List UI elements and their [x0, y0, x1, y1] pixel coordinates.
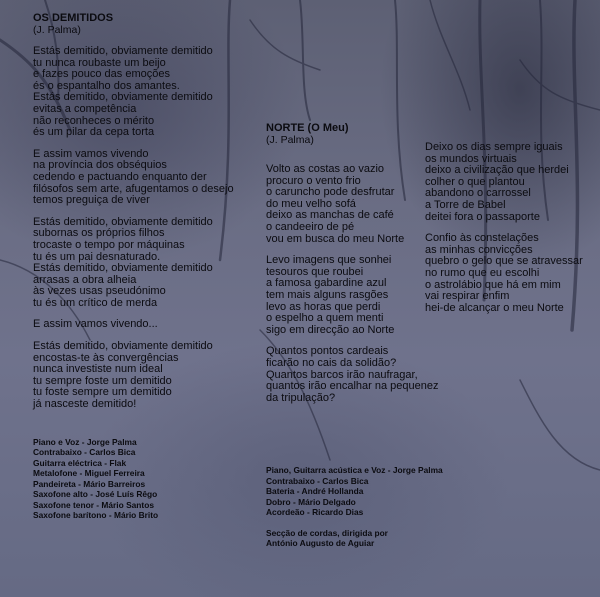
left-poem-stanzas [33, 46, 258, 411]
poem-line: és o espantalho dos amantes. [33, 79, 180, 92]
poem-line: tu és um crítico de merda [33, 296, 158, 309]
poem-line: trocaste o tempo por máquinas [33, 238, 185, 251]
poem-line: deixo as manchas de café [266, 209, 394, 222]
poem-line: deitei fora o passaporte [425, 210, 540, 223]
poem-line: és um pilar da cepa torta [33, 126, 155, 139]
credit-line: Contrabaixo - Carlos Bica [33, 447, 136, 458]
poem-line: Estás demitido, obviamente demitido [33, 215, 213, 228]
poem-line: quebro o gelo que se atravessar [425, 255, 583, 268]
credit-line: Dobro - Mário Delgado [266, 496, 356, 507]
stanza [33, 319, 258, 331]
poem-line: sigo em direcção ao Norte [266, 323, 395, 336]
poem-line: o astrolábio que há em mim [425, 278, 561, 291]
poem-line: não reconheces o mérito [33, 114, 155, 127]
poem-line: Deixo os dias sempre iguais [425, 141, 563, 153]
credit-line: Metalofone - Miguel Ferreira [33, 468, 145, 479]
credit-line: Piano, Guitarra acústica e Voz - Jorge Palma [266, 465, 443, 475]
stanza [33, 217, 258, 310]
poem-line: tesouros que roubei [266, 265, 364, 278]
poem-line: tu és um pai desnaturado. [33, 250, 161, 263]
poem-line: encostas-te às convergências [33, 351, 179, 364]
poem-line: Levo imagens que sonhei [266, 254, 392, 267]
stanza [33, 341, 258, 411]
poem-line: levo as horas que perdi [266, 300, 381, 313]
poem-line: vou em busca do meu Norte [266, 232, 405, 245]
poem-line: Estás demitido, obviamente demitido [33, 45, 213, 57]
poem-line: cedendo e pactuando enquanto der [33, 170, 207, 183]
poem-line: nunca investiste num ideal [33, 363, 163, 376]
poem-line: já nasceste demitido! [33, 398, 137, 411]
credit-line: Guitarra eléctrica - Flak [33, 457, 127, 468]
poem-line: o caruncho pode desfrutar [266, 186, 395, 199]
poem-line: hei-de alcançar o meu Norte [425, 301, 564, 314]
poem-line: a famosa gabardine azul [266, 277, 387, 290]
right-poem-credits-block [266, 465, 486, 549]
credit-line: Saxofone barítono - Mário Brito [33, 510, 159, 521]
poem-line: as minhas convicções [425, 243, 533, 256]
right-poem-title: NORTE (O Meu) [266, 122, 349, 134]
poem-line: da tripulação? [266, 391, 336, 404]
poem-line: Volto as costas ao vazio [266, 163, 385, 175]
credit-line: Pandeireta - Mário Barreiros [33, 478, 146, 489]
stanza [33, 149, 258, 207]
credit-line: Piano e Voz - Jorge Palma [33, 436, 137, 447]
poem-line: quantos irão encalhar na pequenez [266, 380, 439, 393]
credit-line: Secção de cordas, dirigida por [266, 527, 388, 538]
credit-line: Saxofone tenor - Mário Santos [33, 499, 154, 510]
poem-line: os mundos virtuais [425, 152, 517, 165]
poem-line: tem mais alguns rasgões [266, 288, 389, 301]
poem-line: Estás demitido, obviamente demitido [33, 340, 213, 353]
poem-line: o candeeiro de pé [266, 220, 355, 233]
stanza [425, 142, 595, 223]
credit-line: Contrabaixo - Carlos Bica [266, 475, 369, 486]
poem-line: Confio às constelações [425, 232, 539, 245]
right-poem-author: (J. Palma) [266, 134, 314, 146]
credit-line: António Augusto de Aguiar [266, 538, 375, 548]
credit-line: Saxofone alto - José Luís Rêgo [33, 489, 158, 500]
left-poem-credits [33, 437, 258, 521]
left-poem [33, 12, 258, 521]
poem-line: às vezes usas pseudónimo [33, 285, 166, 298]
right-poem [266, 122, 596, 446]
poem-line: vai respirar enfim [425, 290, 510, 303]
poem-line: E assim vamos vivendo [33, 147, 149, 160]
stanza [33, 46, 258, 139]
poem-line: evitas a competência [33, 102, 137, 115]
poem-line: abandono o carrossel [425, 187, 531, 200]
poem-line: arrasas a obra alheia [33, 273, 137, 286]
right-poem-column-1 [266, 154, 439, 404]
poem-line: Quantos pontos cardeais [266, 345, 389, 358]
credit-line: Acordeão - Ricardo Dias [266, 507, 364, 517]
poem-line: deixo a civilização que herdei [425, 164, 569, 177]
poem-line: E assim vamos vivendo... [33, 318, 158, 331]
stanza [266, 345, 439, 404]
poem-line: no rumo que eu escolhi [425, 266, 540, 279]
poem-line: Quantos barcos irão naufragar, [266, 368, 418, 381]
poem-line: Estás demitido, obviamente demitido [33, 262, 213, 275]
poem-line: o espelho a quem menti [266, 312, 384, 325]
poem-line: Estás demitido, obviamente demitido [33, 91, 213, 104]
poem-line: e fazes pouco das emoções [33, 68, 170, 81]
poem-line: filósofos sem arte, afugentamos o desejo [33, 182, 234, 195]
stanza [266, 164, 436, 245]
poem-line: tu foste sempre um demitido [33, 386, 172, 399]
poem-line: procuro o vento frio [266, 174, 361, 187]
right-poem-credits-extra [266, 528, 486, 549]
poem-line: na província dos obséquios [33, 159, 167, 172]
poem-line: do meu velho sofá [266, 197, 356, 210]
poem-line: a Torre de Babel [425, 198, 506, 211]
stanza [425, 233, 595, 314]
right-poem-column-2 [425, 132, 595, 314]
poem-line: colher o que plantou [425, 175, 525, 188]
right-poem-credits [266, 465, 486, 518]
poem-line: tu nunca roubaste um beijo [33, 56, 166, 69]
credit-line: Bateria - André Hollanda [266, 486, 364, 496]
stanza [266, 255, 436, 336]
poem-line: subornas os próprios filhos [33, 227, 165, 240]
poem-line: tu sempre foste um demitido [33, 374, 172, 387]
left-poem-title: OS DEMITIDOS [33, 12, 114, 24]
poem-line: ficarão no cais da solidão? [266, 356, 397, 369]
poem-line: temos preguiça de viver [33, 194, 150, 207]
left-poem-author: (J. Palma) [33, 24, 81, 36]
